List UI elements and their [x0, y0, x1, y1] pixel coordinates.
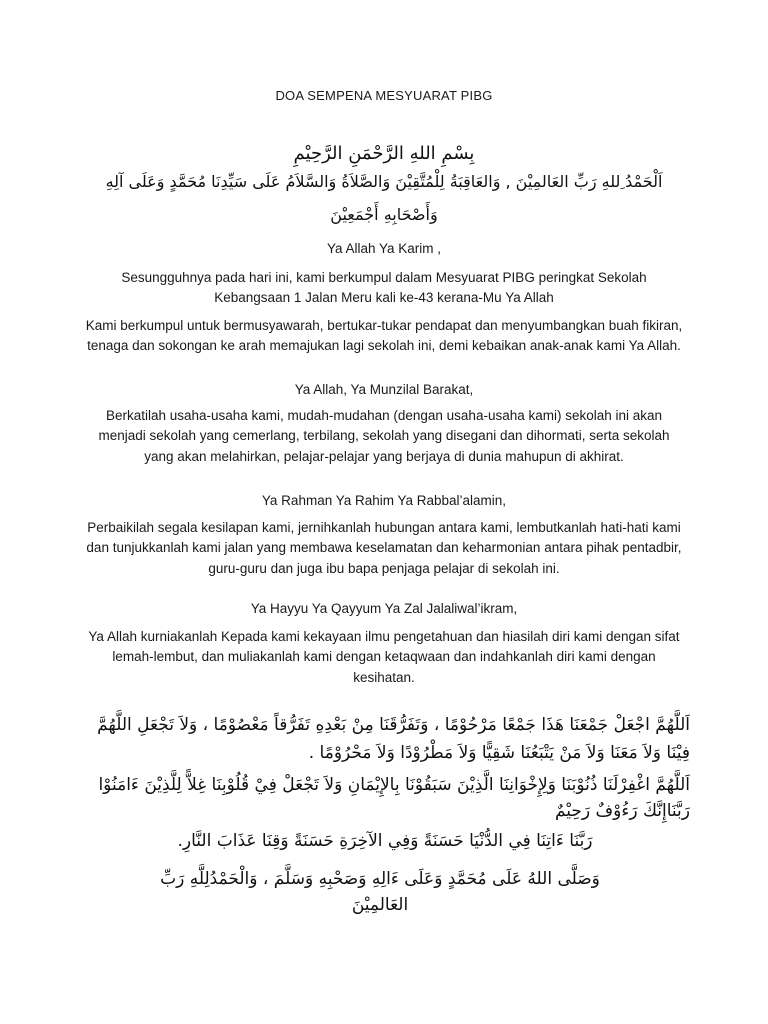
greeting-ya-karim: Ya Allah Ya Karim ,: [326, 241, 442, 256]
doa-forgiveness-line-1: اَللَّهُمَّ اغْفِرْلَنَا ذُنُوْبَنَا وَلِإِخْوَانِنَا الَّذِيْنَ سَبَقُوْنَا بِالإِيْمَانِ وَلاَ تَجْعَلْ فِيْ قُلُوْبِنَا غِلاًّ لِلَّذِيْنَ ءَامَنُوْا: [98, 775, 690, 795]
paragraph-purpose: Kami berkumpul untuk bermusyawarah, bertukar-tukar pendapat dan menyumbangkan buah fikiran, tenaga dan sokongan ke arah memajukan lagi sekolah ini, demi kebaikan anak-anak kami Ya Allah.: [85, 318, 683, 354]
paragraph-gathering: Sesungguhnya pada hari ini, kami berkumpul dalam Mesyuarat PIBG peringkat Sekolah Kebangsaan 1 Jalan Meru kali ke-43 kerana-Mu Ya Allah: [121, 270, 647, 306]
basmalah: بِسْمِ اللهِ الرَّحْمَنِ الرَّحِيْمِ: [293, 143, 475, 164]
greeting-hayyu-qayyum: Ya Hayyu Ya Qayyum Ya Zal Jalaliwal’ikram,: [250, 601, 518, 616]
document-title: DOA SEMPENA MESYUARAT PIBG: [275, 88, 493, 103]
doa-forgiveness-line-2: رَبَّنَاإِنَّكَ رَءُوْفٌ رَحِيْمٌ: [554, 801, 690, 821]
paragraph-knowledge: Ya Allah kurniakanlah Kepada kami kekayaan ilmu pengetahuan dan hiasilah diri kami dengan sifat lemah-lembut, dan muliakanlah kami dengan ketaqwaan dan indahkanlah diri kami dengan kesihatan.: [88, 629, 680, 685]
greeting-rabbal-alamin: Ya Rahman Ya Rahim Ya Rabbal’alamin,: [261, 493, 507, 508]
doa-rabbana: رَبَّنَا ءَاتِنَا فِي الدُّنْيَا حَسَنَةً وَفِي الآخِرَةِ حَسَنَةً وَقِنَا عَذَابَ النَّارِ.: [177, 831, 593, 851]
paragraph-blessing: Berkatilah usaha-usaha kami, mudah-mudahan (dengan usaha-usaha kami) sekolah ini akan menjadi sekolah yang cemerlang, terbilang, sekolah yang disegani dan dihormati, serta sekolah yang akan melahirkan, pelajar-pelajar yang berjaya di dunia mahupun di akhirat.: [98, 408, 670, 464]
doa-gathering-line-1: اَللَّهُمَّ اجْعَلْ جَمْعَنَا هَذَا جَمْعًا مَرْحُوْمًا ، وَتَفَرُّقَنَا مِنْ بَعْدِهِ تَفَرُّقاً مَعْصُوْمًا ، وَلاَ تَجْعَلِ اللَّهُمَّ: [97, 715, 690, 735]
doa-gathering-line-2: فِيْنَا وَلاَ مَعَنَا وَلاَ مَنْ يَتْبَعُنَا شَقِيًّا وَلاَ مَطْرُوْدًا وَلاَ مَحْرُوْمًا .: [308, 743, 690, 763]
hamdalah-continuation: وَأَصْحَابِهِ أَجْمَعِيْنَ: [330, 205, 438, 224]
greeting-munzilal-barakat: Ya Allah, Ya Munzilal Barakat,: [294, 382, 474, 397]
doa-salawat-closing: وَصَلَّى اللهُ عَلَى مُحَمَّدٍ وَعَلَى ءَالِهِ وَصَحْبِهِ وَسَلَّمَ ، وَالْحَمْدُلِلَّهِ رَبِّ العَالمِيْنَ: [160, 869, 600, 916]
paragraph-improvement: Perbaikilah segala kesilapan kami, jernihkanlah hubungan antara kami, lembutkanlah hati-hati kami dan tunjukkanlah kami jalan yang membawa keselamatan dan keharmonian antara pihak pentadbir, guru-guru dan juga ibu bapa penjaga pelajar di sekolah ini.: [86, 520, 682, 576]
hamdalah-line: اَلْحَمْدُ ِللهِ رَبِّ العَالمِيْنَ , وَالعَاقِبَةُ لِلْمُتَّقِيْنَ وَالصَّلاَةُ وَالسَّلاَمُ عَلَى سَيِّدِنَا مُحَمَّدٍ وَعَلَى آلِهِ: [105, 172, 663, 191]
